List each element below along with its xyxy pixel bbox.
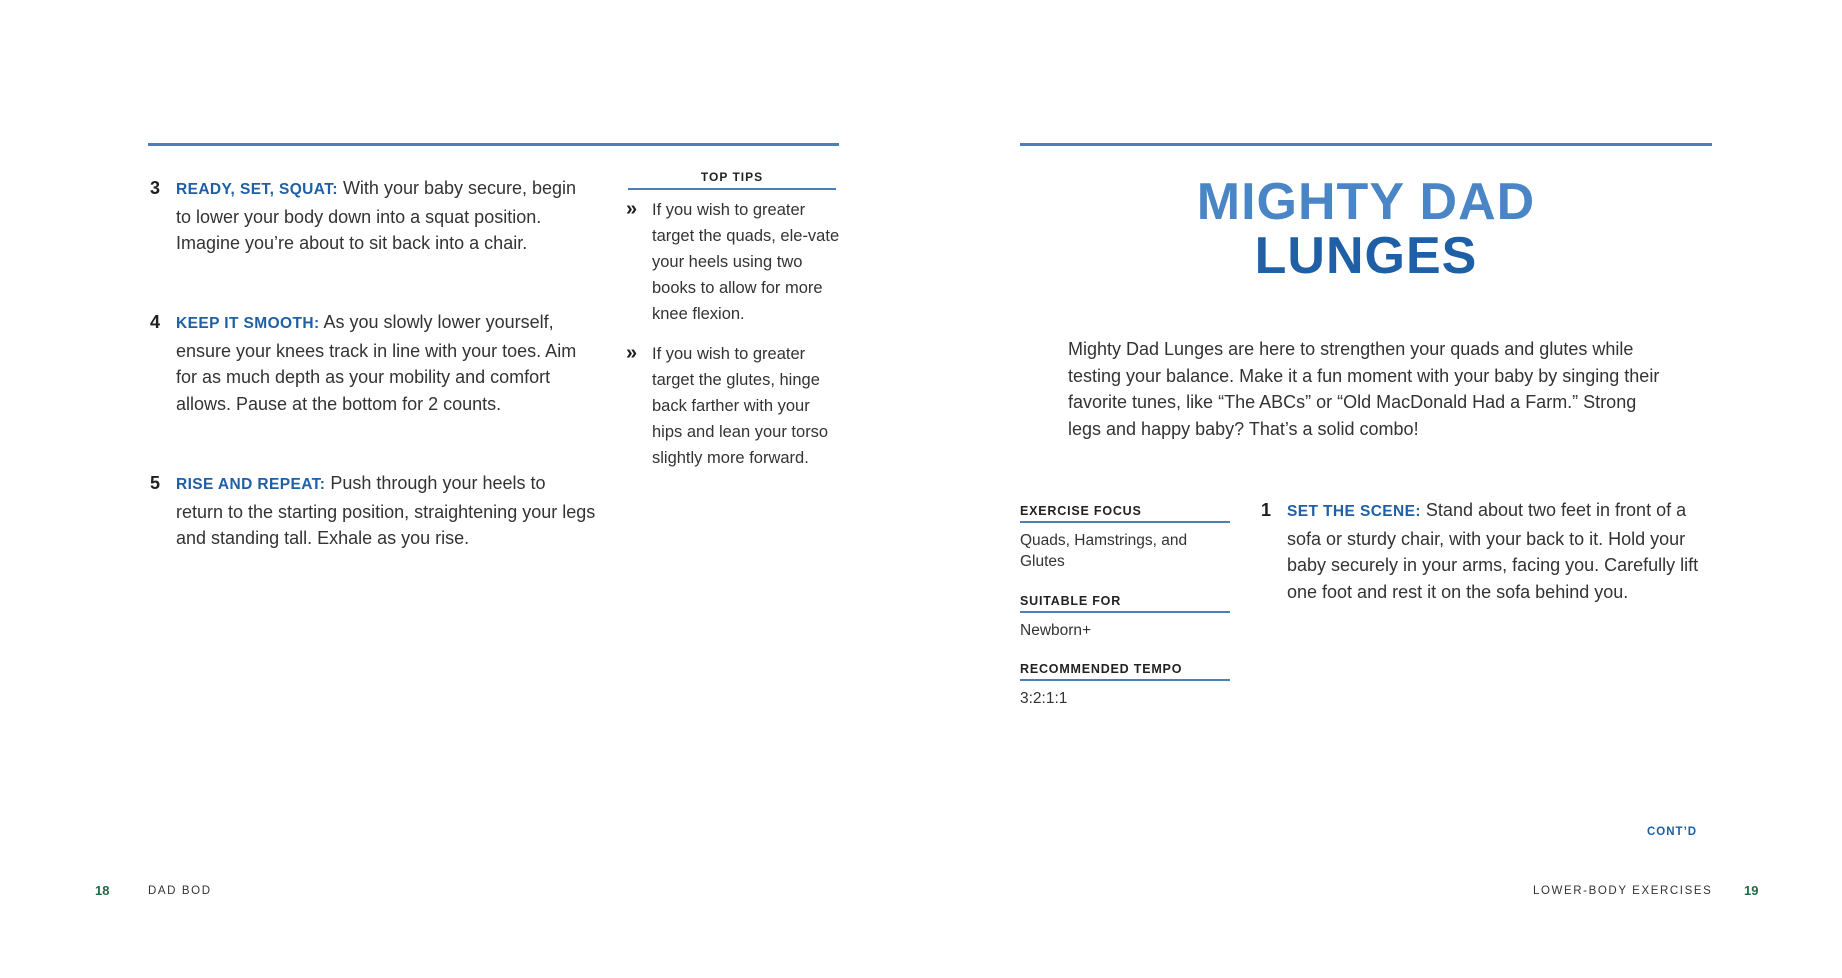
step-1 xyxy=(1261,497,1707,605)
tips-rule xyxy=(628,188,836,190)
step-lead: RISE AND REPEAT: xyxy=(176,476,326,493)
tip-text: If you wish to greater target the glutes, hinge back farther with your hips and lean your torso slightly more forward. xyxy=(652,345,829,467)
tip-1 xyxy=(626,197,842,327)
step-number: 1 xyxy=(1261,500,1272,520)
step-number: 3 xyxy=(150,178,161,198)
step-lead: KEEP IT SMOOTH: xyxy=(176,315,320,332)
step-3 xyxy=(150,175,596,257)
step-number: 4 xyxy=(150,312,161,332)
step-text: With your baby secure, begin to lower your body down into a squat position. Imagine you’re about to sit back into a chair. xyxy=(176,178,577,254)
step-text: Push through your heels to return to the starting position, straightening your legs and standing tall. Exhale as you rise. xyxy=(176,473,596,549)
continued-label: CONT’D xyxy=(1647,826,1698,838)
exercise-focus-label: EXERCISE FOCUS xyxy=(1020,504,1142,518)
tip-2 xyxy=(626,341,842,471)
suitable-for-label: SUITABLE FOR xyxy=(1020,594,1122,608)
meta-rule xyxy=(1020,611,1230,613)
exercise-title xyxy=(1020,175,1712,283)
chevron-right-icon: » xyxy=(626,342,638,364)
intro-paragraph: Mighty Dad Lunges are here to strengthen your quads and glutes while testing your balance. Make it a fun moment with your baby by singing their favorite tunes, like “The ABCs” or “Old MacDonald Had a Farm.” Strong legs and happy baby? That’s a solid combo! xyxy=(1068,339,1660,439)
step-number: 5 xyxy=(150,473,161,493)
step-5 xyxy=(150,470,596,552)
left-top-rule xyxy=(148,143,839,146)
meta-rule xyxy=(1020,679,1230,681)
page-number-right: 19 xyxy=(1744,883,1759,898)
title-line-1: MIGHTY DAD xyxy=(1196,173,1536,231)
exercise-focus-value: Quads, Hamstrings, and Glutes xyxy=(1020,532,1188,570)
section-title: LOWER-BODY EXERCISES xyxy=(1533,885,1713,897)
page-number-left: 18 xyxy=(95,883,110,898)
recommended-tempo-value: 3:2:1:1 xyxy=(1020,690,1068,707)
recommended-tempo-label: RECOMMENDED TEMPO xyxy=(1020,662,1183,676)
step-text: As you slowly lower yourself, ensure your knees track in line with your toes. Aim for as much depth as your mobility and comfort allows. Pause at the bottom for 2 counts. xyxy=(176,312,577,414)
right-top-rule xyxy=(1020,143,1712,146)
tip-text: If you wish to greater target the quads, ele-vate your heels using two books to allow for more knee flexion. xyxy=(652,201,840,323)
right-page xyxy=(921,0,1842,978)
top-tips-heading: TOP TIPS xyxy=(700,170,764,184)
step-4 xyxy=(150,309,596,417)
step-text: Stand about two feet in front of a sofa or sturdy chair, with your back to it. Hold your baby securely in your arms, facing you. Carefully lift one foot and rest it on the sofa behind you. xyxy=(1287,500,1699,602)
step-lead: READY, SET, SQUAT: xyxy=(176,181,338,198)
title-line-2: LUNGES xyxy=(1254,227,1478,285)
book-title: DAD BOD xyxy=(148,885,212,897)
suitable-for-value: Newborn+ xyxy=(1020,622,1092,639)
chevron-right-icon: » xyxy=(626,198,638,220)
step-lead: SET THE SCENE: xyxy=(1287,503,1421,520)
meta-rule xyxy=(1020,521,1230,523)
